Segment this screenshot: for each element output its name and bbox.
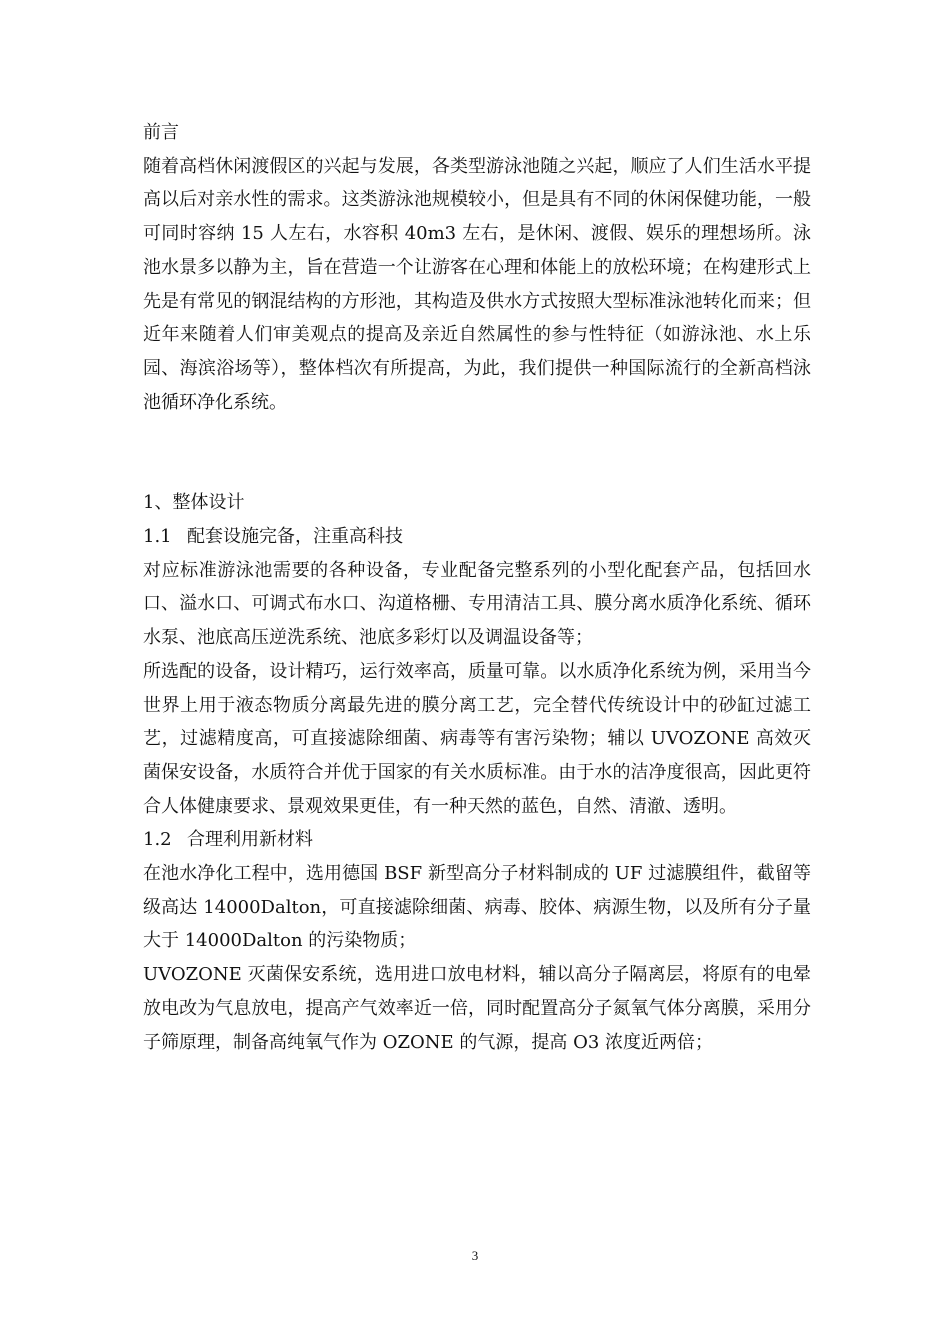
subsection-1-1-heading	[143, 520, 811, 554]
subsection-1-1-title: 配套设施完备，注重高科技	[187, 526, 403, 548]
section-gap	[143, 419, 811, 486]
section-1-heading: 1、整体设计	[143, 492, 245, 514]
preface-heading: 前言	[143, 122, 179, 143]
subsection-1-2-paragraph-1: 在池水净化工程中，选用德国 BSF 新型高分子材料制成的 UF 过滤膜组件，截留等级高达 14000Dalton，可直接滤除细菌、病毒、胶体、病源生物，以及所有分子量大于 14000Dalton 的污染物质；	[143, 863, 811, 952]
page-content	[143, 116, 811, 1059]
subsection-1-2-title: 合理利用新材料	[187, 829, 313, 851]
subsection-1-2-number: 1.2	[143, 829, 172, 851]
page-number: 3	[471, 1248, 479, 1263]
subsection-1-1-paragraph-2: 所选配的设备，设计精巧，运行效率高，质量可靠。以水质净化系统为例，采用当今世界上用于液态物质分离最先进的膜分离工艺，完全替代传统设计中的砂缸过滤工艺，过滤精度高，可直接滤除细菌、病毒等有害污染物；辅以 UVOZONE 高效灭菌保安设备，水质符合并优于国家的有关水质标准。由于水的洁净度很高，因此更符合人体健康要求、景观效果更佳，有一种天然的蓝色，自然、清澈、透明。	[143, 660, 811, 817]
preface-body: 随着高档休闲渡假区的兴起与发展，各类型游泳池随之兴起，顺应了人们生活水平提高以后对亲水性的需求。这类游泳池规模较小，但是具有不同的休闲保健功能，一般可同时容纳 15 人左右，水容积 40m3 左右，是休闲、渡假、娱乐的理想场所。泳池水景多以静为主，旨在营造一个让游客在心理和体能上的放松环境；在构建形式上先是有常见的钢混结构的方形池，其构造及供水方式按照大型标准泳池转化而来；但近年来随着人们审美观点的提高及亲近自然属性的参与性特征（如游泳池、水上乐园、海滨浴场等），整体档次有所提高，为此，我们提供一种国际流行的全新高档泳池循环净化系统。	[143, 155, 811, 413]
subsection-1-2-heading	[143, 823, 811, 857]
subsection-1-2-paragraph-2: UVOZONE 灭菌保安系统，选用进口放电材料，辅以高分子隔离层，将原有的电晕放电改为气息放电，提高产气效率近一倍，同时配置高分子氮氧气体分离膜，采用分子筛原理，制备高纯氧气作为 OZONE 的气源，提高 O3 浓度近两倍；	[143, 964, 811, 1053]
subsection-1-1-number: 1.1	[143, 526, 172, 548]
subsection-1-1-paragraph-1: 对应标准游泳池需要的各种设备，专业配备完整系列的小型化配套产品，包括回水口、溢水口、可调式布水口、沟道格栅、专用清洁工具、膜分离水质净化系统、循环水泵、池底高压逆洗系统、池底多彩灯以及调温设备等；	[143, 559, 811, 649]
